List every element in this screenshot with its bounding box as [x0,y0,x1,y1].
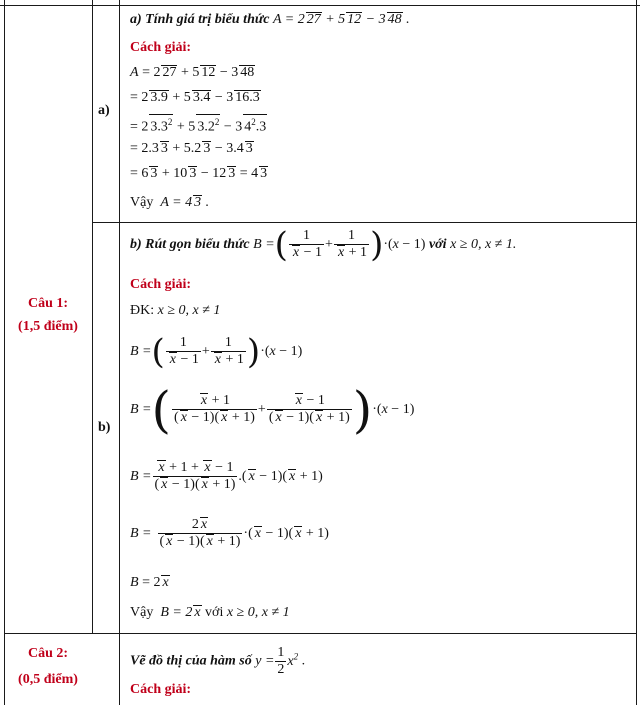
a-task [130,11,410,29]
b-step-1: B =( $\frac{1}{x - 1}$ + $\frac{1}{x + 1}$ )·(x − 1) [130,331,303,372]
b-conclusion-word: Vậy [130,605,154,620]
a-task-text: a) Tính giá trị biểu thức [130,12,270,27]
b-conclusion: Vậy B = 2 x với x ≥ 0, x ≠ 1 [130,605,290,620]
q2-task: Vẽ đồ thị của hàm số y = $\frac{1}{2}$ $x^2$ . [130,644,306,677]
a-task-expr: A = 2 27 + 5 12 − 3 48 . [272,12,410,27]
a-conclusion: Vậy A = 4 3 . [130,195,210,210]
part-a-label: a) [98,103,110,118]
a-step-4: = 2.3 3 + 5.2 3 − 3.4 3 [130,141,253,156]
b-step-3: B = $\frac{x + 1 + x - 1}{( x - 1)( x + 1)}$ .( x − 1)( x + 1) [130,460,323,493]
b-conclusion-cond-word: với [205,605,224,620]
a-conclusion-word: Vậy [130,195,154,210]
col-divider-2 [119,0,120,705]
b-conclusion-cond: x ≥ 0, x ≠ 1 [226,605,290,620]
q2-points: (0,5 điểm) [18,672,78,687]
b-task-cond: x ≥ 0, x ≠ 1. [450,237,517,252]
q1-label: Câu 1: [27,296,69,311]
b-task-cond-word: với [428,237,447,252]
a-step-2: = 2 3.9 + 5 3.4 − 3 16.3 [130,90,260,105]
b-method: Cách giải: [130,277,192,292]
col-divider-1 [92,0,93,633]
b-dk [130,302,220,320]
b-dk-label: ĐK: [130,303,155,318]
a-step-1: A = 2 27 + 5 12 − 3 48 [130,65,255,80]
b-step-5: B = 2 x [130,575,169,590]
b-task: b) Rút gọn biểu thức B =( $\frac{1}{x - 1}$ + $\frac{1}{x + 1}$ )·(x − 1) với x ≥ 0, x ≠ 1. [130,224,517,265]
row-divider-q2 [4,633,637,634]
right-border [636,0,637,705]
top-border [0,5,640,6]
part-b-label: b) [98,420,111,435]
row-divider-ab [92,222,637,223]
left-border [4,0,5,705]
q2-label: Câu 2: [27,646,69,661]
b-step-2: B =( $\frac{x + 1}{( x - 1)( x + 1)}$ + $\frac{x - 1}{( x - 1)( x + 1)}$ )·(x − 1) [130,380,415,439]
a-method: Cách giải: [130,40,192,55]
b-task-text: b) Rút gọn biểu thức [130,237,250,252]
b-step-4: B = $\frac{2 x}{( x - 1)( x + 1)}$ ·( x − 1)( x + 1) [130,517,329,550]
q2-task-text: Vẽ đồ thị của hàm số [130,653,252,669]
b-dk-value: x ≥ 0, x ≠ 1 [157,303,221,318]
a-step-3: = 2 $3.3^2 + 5$ $3.2^2 - 3$ $4^2.3$ [130,114,267,137]
q2-method: Cách giải: [130,682,192,697]
q1-points: (1,5 điểm) [18,319,78,334]
a-step-5: = 6 3 + 10 3 − 12 3 = 4 3 [130,166,268,181]
